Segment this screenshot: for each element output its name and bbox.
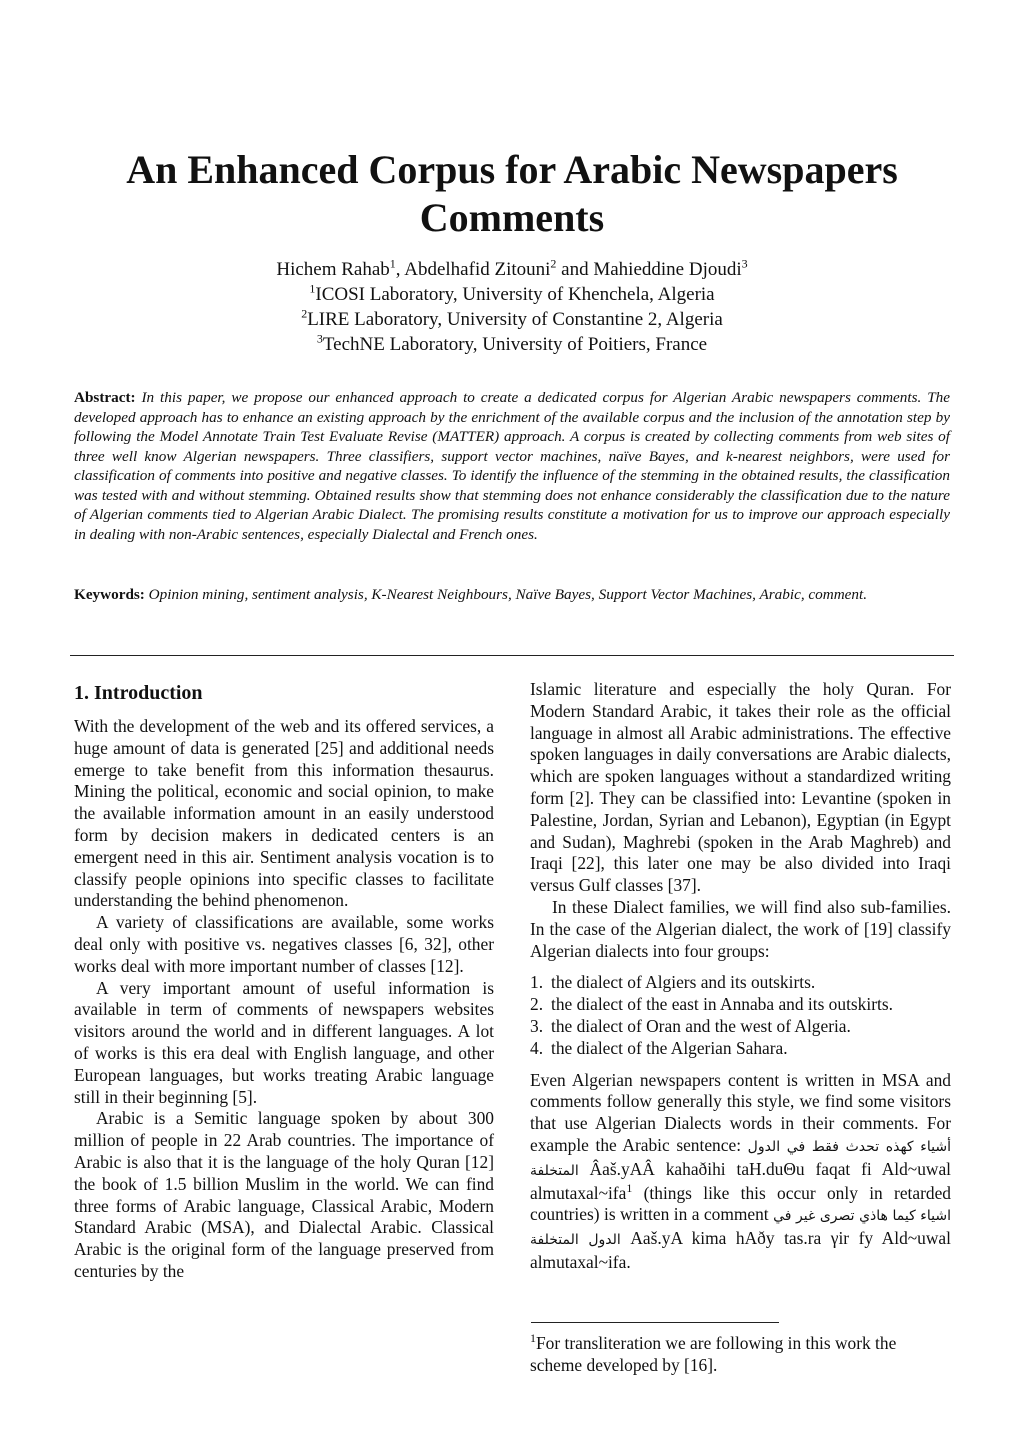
list-item	[530, 1016, 951, 1038]
footnote	[530, 1333, 950, 1377]
affiliation-mark: 1	[309, 281, 316, 296]
list-item	[530, 994, 951, 1016]
arabic-sentence: اشياء كيما هاذي تصرى غير في الدول المتخلفة	[530, 1208, 951, 1249]
author-separator: ,	[395, 259, 405, 280]
text-run: Even Algerian newspapers content is written in MSA and comments follow generally this style, we find some visitors that use Algerian Dialects words in their comments. For example the Arabic sentence:	[530, 1069, 951, 1155]
author-affiliation-mark: 1	[389, 256, 396, 271]
list-number: 3.	[530, 1015, 544, 1036]
dialect-group-list	[530, 972, 951, 1059]
keywords-text: Opinion mining, sentiment analysis, K-Nearest Neighbours, Naïve Bayes, Support Vector Machines, Arabic, comment.	[148, 586, 868, 603]
list-item	[530, 1038, 951, 1060]
transliteration: Aaš.yA kima hAðy tas.ra γir fy Ald~uwal almutaxal~ifa.	[530, 1228, 951, 1272]
affiliation-line	[0, 282, 1024, 307]
affiliation-text: TechNE Laboratory, University of Poitiers, France	[322, 334, 708, 355]
abstract-label: Abstract:	[74, 389, 136, 406]
list-text: the dialect of Algiers and its outskirts.	[551, 972, 816, 993]
list-number: 1.	[530, 972, 544, 993]
paragraph: Arabic is a Semitic language spoken by about 300 million of people in 22 Arab countries. The importance of Arabic is also that it is the language of the holy Quran [12] the book of 1.5 billion Muslim in the world. We can find three forms of Arabic language, Classical Arabic, Modern Standard Arabic (MSA), and Dialectal Arabic. Classical Arabic is the original form of the language preserved from centuries by the	[74, 1108, 494, 1281]
transliteration: Âaš.yAÂ kahaðihi taH.duΘu faqat fi Ald~uwal almutaxal~ifa	[530, 1158, 951, 1203]
author-line	[0, 257, 1024, 282]
list-number: 2.	[530, 994, 544, 1015]
paragraph: Islamic literature and especially the holy Quran. For Modern Standard Arabic, it takes their role as the official language in almost all Arabic administrations. The effective spoken languages in daily conversations are Arabic dialects, which are spoken languages without a standardized writing form [2]. They can be classified into: Levantine (spoken in Palestine, Jordan, Syrian and Lebanon), Egyptian (in Egypt and Sudan), Maghrebi (spoken in the Arab Maghreb) and Iraqi [22], this later one may be also divided into Iraqi versus Gulf classes [37].	[530, 679, 951, 896]
section-divider	[70, 655, 954, 656]
list-number: 4.	[530, 1037, 544, 1058]
paragraph: In these Dialect families, we will find also sub-families. In the case of the Algerian dialect, the work of [19] classify Algerian dialects into four groups:	[530, 896, 951, 961]
affiliation-line	[0, 307, 1024, 332]
footnote-text: For transliteration we are following in this work the scheme developed by [16].	[530, 1333, 897, 1375]
paragraph: A very important amount of useful information is available in term of comments of newspapers websites visitors around the world and in different languages. A lot of works is this era deal with English language, and other European languages, but works treating Arabic language still in their beginning [5].	[74, 977, 494, 1107]
author-affiliation-mark: 2	[550, 256, 557, 271]
paragraph: With the development of the web and its offered services, a huge amount of data is generated [25] and additional needs emerge to take benefit from this information thesaurus. Mining the political, economic and social opinion, to make the available information amount in an easily understood form by decision makers in dedicated centers is an emergent need in this air. Sentiment analysis vocation is to classify people opinions into specific classes to facilitate understanding the behind phenomenon.	[74, 716, 494, 911]
list-text: the dialect of Oran and the west of Algeria.	[551, 1015, 851, 1036]
affiliation-text: ICOSI Laboratory, University of Khenchela, Algeria	[315, 284, 715, 305]
arabic-sentence: أشياء كهذه تحدث فقط في الدول المتخلفة	[530, 1138, 952, 1179]
keywords	[74, 585, 950, 605]
keywords-label: Keywords:	[74, 586, 145, 603]
author-name: Hichem Rahab	[276, 259, 390, 280]
footnote-ref: 1	[626, 1180, 633, 1195]
list-text: the dialect of the Algerian Sahara.	[551, 1037, 788, 1058]
abstract	[74, 388, 950, 544]
author-separator: and	[556, 259, 594, 280]
author-block	[0, 257, 1024, 357]
paragraph	[530, 1070, 951, 1274]
affiliation-mark: 2	[301, 306, 308, 321]
text-run: (things like this occur only in retarded countries) is written in a comment	[530, 1182, 951, 1225]
affiliation-line	[0, 332, 1024, 357]
abstract-text: In this paper, we propose our enhanced approach to create a dedicated corpus for Algerian Arabic newspapers comments. The developed approach has to enhance an existing approach by the enrichment of the available corpus and the inclusion of the annotation step by following the Model Annotate Train Test Evaluate Revise (MATTER) approach. A corpus is created by collecting comments from web sites of three well know Algerian newspapers. Three classifiers, support vector machines, naïve Bayes, and k-nearest neighbors, were used for classification of comments into positive and negative classes. To identify the influence of the stemming in the obtained results, the classification was tested with and without stemming. Obtained results show that stemming does not enhance considerably the classification due to the nature of Algerian comments tied to Algerian Arabic Dialect. The promising results constitute a motivation for us to improve our approach especially in dealing with non-Arabic sentences, especially Dialectal and French ones.	[74, 389, 951, 543]
paper-title: An Enhanced Corpus for Arabic Newspapers Comments	[126, 147, 898, 240]
list-item	[530, 972, 951, 994]
footnote-mark: 1	[530, 1331, 536, 1346]
section-heading: 1. Introduction	[74, 682, 203, 704]
author-name: Abdelhafid Zitouni	[404, 259, 551, 280]
paragraph: A variety of classifications are available, some works deal only with positive vs. negatives classes [6, 32], other works deal with more important number of classes [12].	[74, 912, 494, 976]
left-column	[74, 680, 494, 1283]
list-text: the dialect of the east in Annaba and its outskirts.	[551, 994, 893, 1015]
affiliation-text: LIRE Laboratory, University of Constantine 2, Algeria	[307, 309, 723, 330]
author-name: Mahieddine Djoudi	[593, 259, 742, 280]
footnote-rule	[531, 1322, 779, 1323]
author-affiliation-mark: 3	[741, 256, 748, 271]
right-column	[530, 679, 951, 1274]
affiliation-mark: 3	[316, 331, 323, 346]
